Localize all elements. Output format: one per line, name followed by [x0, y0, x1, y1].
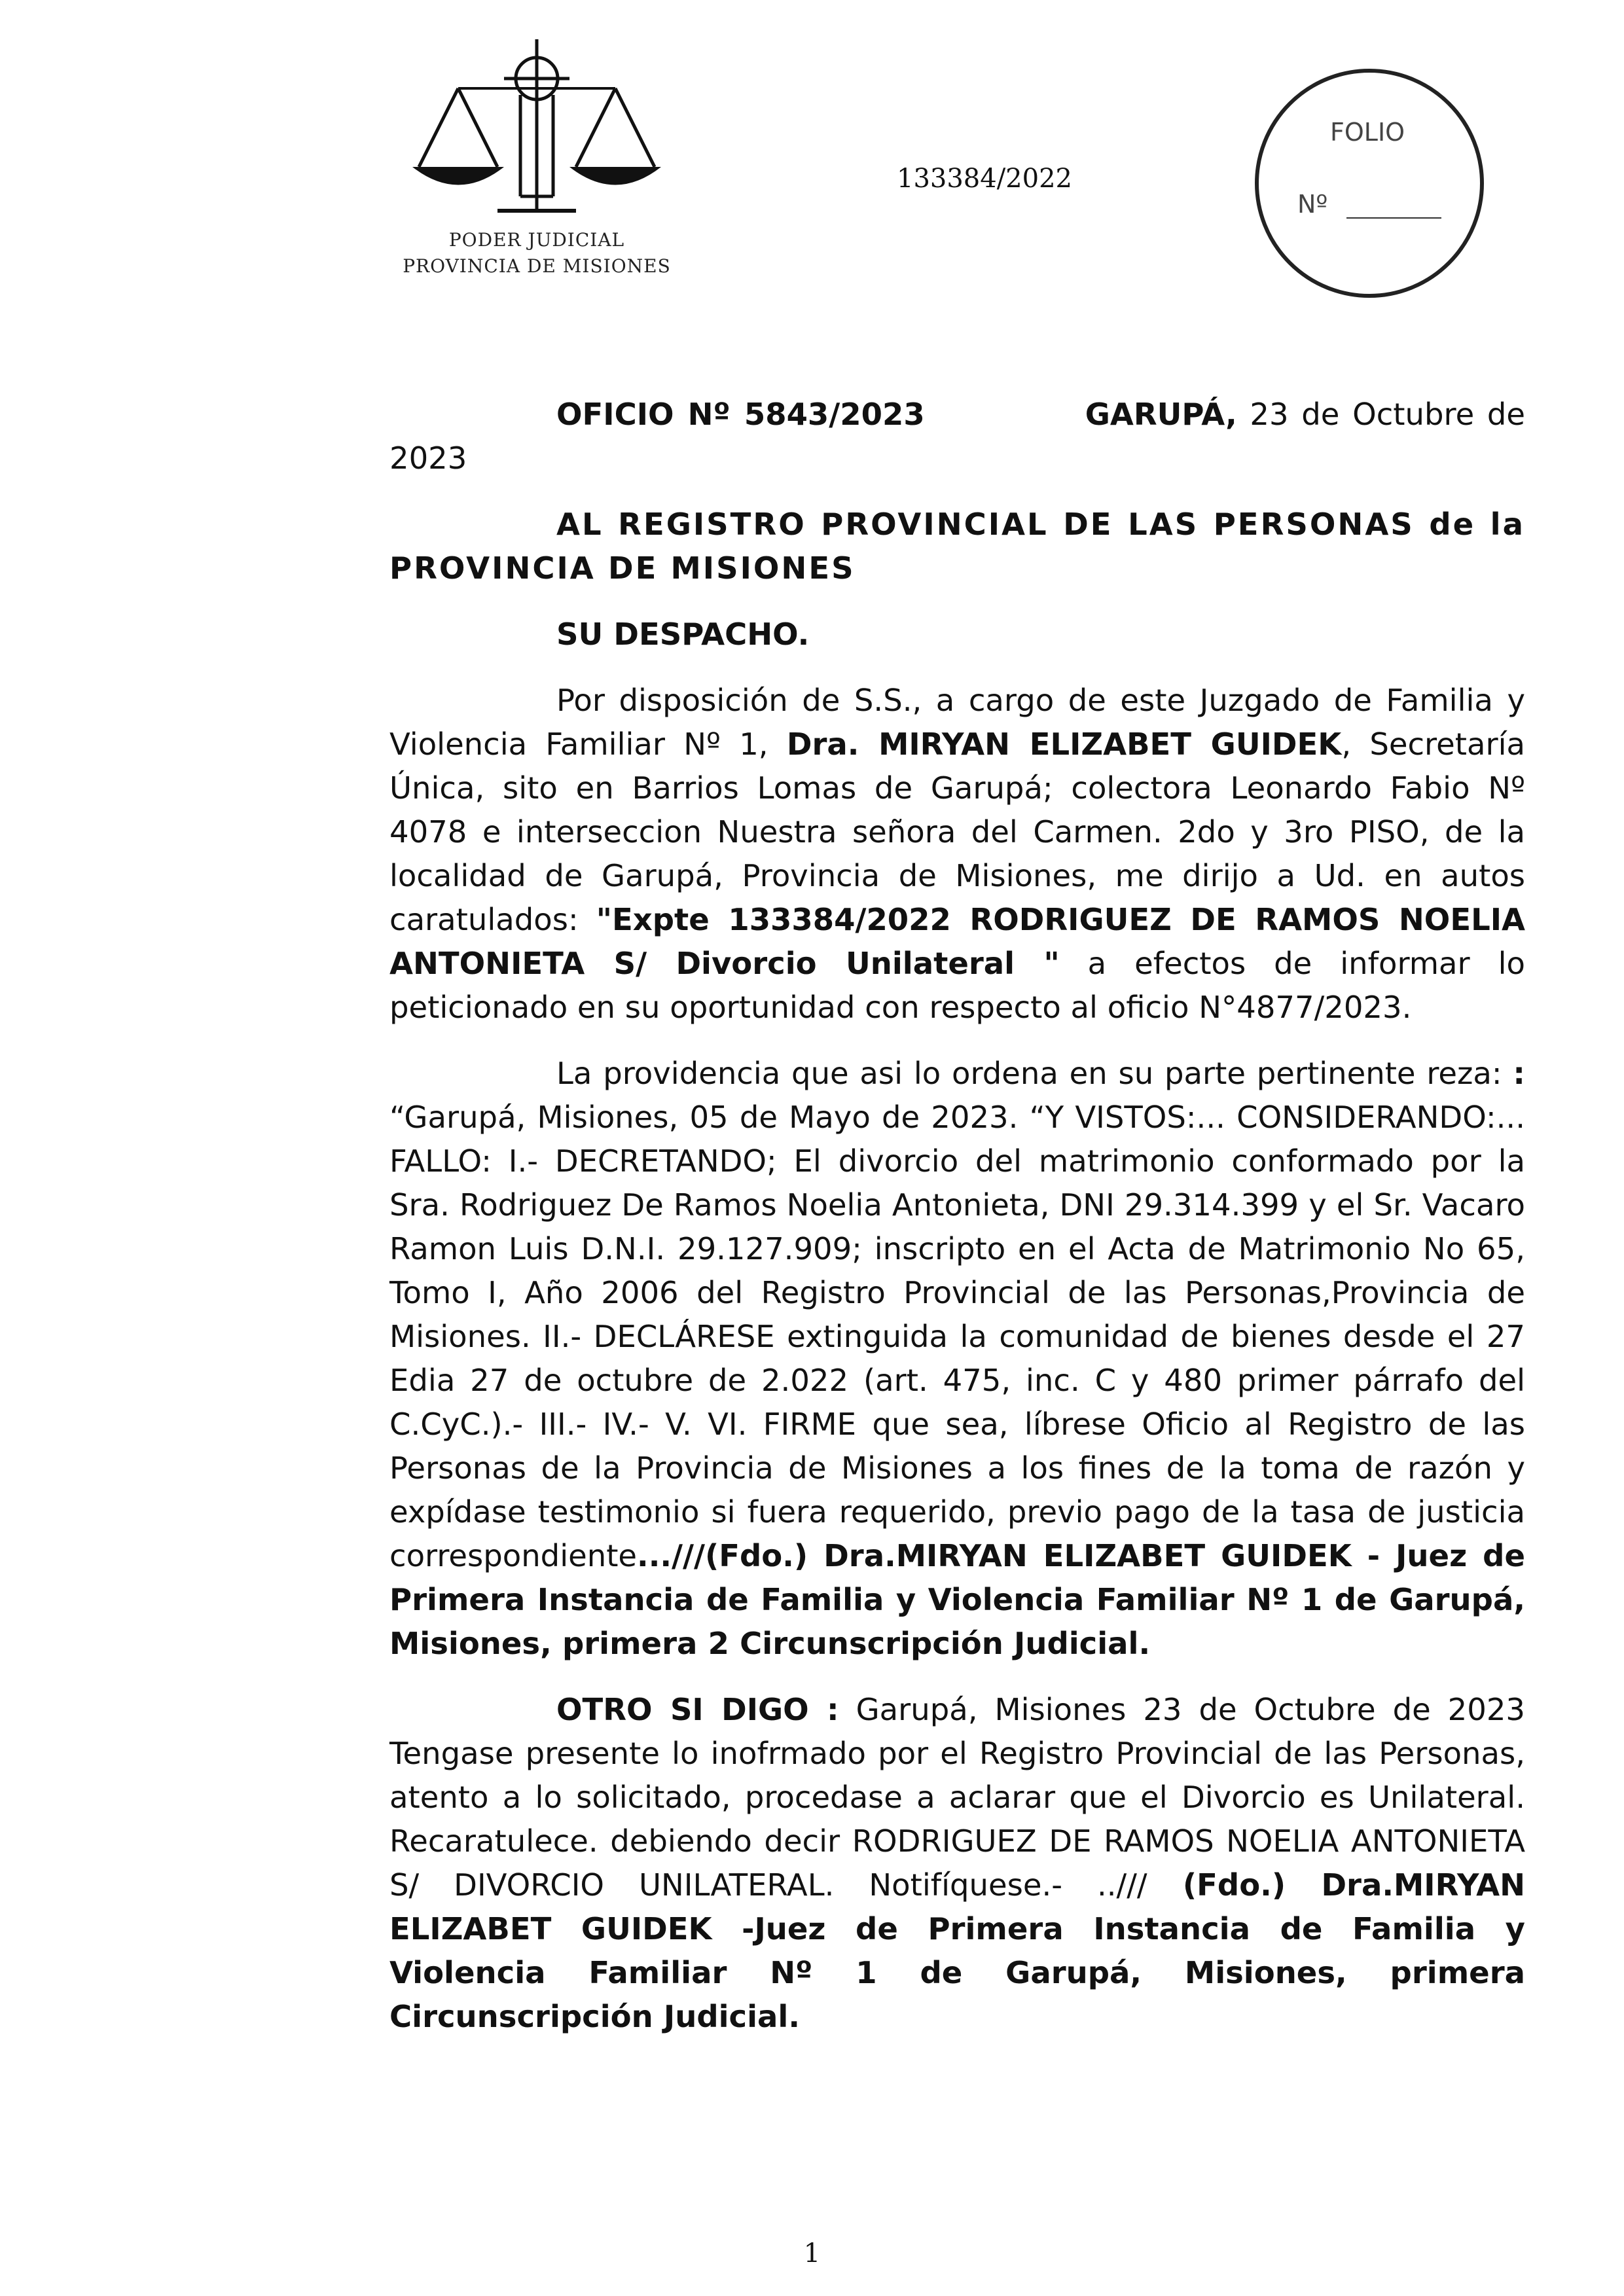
oficio-number: OFICIO Nº 5843/2023 — [556, 397, 925, 432]
paragraph2-colon: : — [1513, 1056, 1525, 1091]
expediente-number: 133384/2022 — [897, 164, 1072, 194]
oficio-heading — [389, 393, 1525, 480]
folio-stamp — [1252, 65, 1487, 301]
paragraph2-signature: ...///(Fdo.) Dra.MIRYAN ELIZABET GUIDEK - Juez de Primera Instancia de Familia y Violencia Familiar Nº 1 de Garupá, Misiones, primera 2 Circunscripción Judicial. — [389, 1538, 1525, 1661]
folio-number-blank — [1346, 217, 1441, 219]
paragraph-disposicion — [389, 679, 1525, 1030]
oficio-place: GARUPÁ, — [1085, 397, 1237, 432]
page-number: 1 — [803, 2238, 821, 2269]
poder-judicial-logo — [399, 39, 674, 301]
logo-text-line2: PROVINCIA DE MISIONES — [403, 255, 671, 277]
folio-number-label: Nº — [1297, 190, 1328, 219]
addressee-line: AL REGISTRO PROVINCIAL DE LAS PERSONAS de la PROVINCIA DE MISIONES — [389, 507, 1525, 586]
paragraph-providencia — [389, 1052, 1525, 1666]
otro-si-digo-label: OTRO SI DIGO : — [556, 1692, 839, 1727]
logo-text-line1: PODER JUDICIAL — [448, 229, 625, 251]
oficio-date: 23 de Octubre de 2023 — [389, 397, 1525, 476]
paragraph2-text2: “Garupá, Misiones, 05 de Mayo de 2023. “Y VISTOS:... CONSIDERANDO:... FALLO: I.- DECRETANDO; El divorcio del matrimonio conformado por la Sra. Rodriguez De Ramos Noelia Antonieta, DNI 29.314.399 y el Sr. Vacaro Ramon Luis D.N.I. 29.127.909; inscripto en el Acta de Matrimonio No 65, Tomo I, Año 2006 del Registro Provincial de las Personas,Provincia de Misiones. II.- DECLÁRESE extinguida la comunidad de bienes desde el 27 Edia 27 de octubre de 2.022 (art. 475, inc. C y 480 primer párrafo del C.CyC.).- III.- IV.- V. VI. FIRME que sea, líbrese Oficio al Registro de las Personas de la Provincia de Misiones a los fines de la toma de razón y expídase testimonio si fuera requerido, previo pago de la tasa de justicia correspondiente — [389, 1100, 1525, 1573]
paragraph3-text1: Garupá, Misiones 23 de Octubre de 2023 Tengase presente lo inofrmado por el Registro Provincial de las Personas, atento a lo solicitado, procedase a aclarar que el Divorcio es Unilateral. Recaratulece. debiendo decir RODRIGUEZ DE RAMOS NOELIA ANTONIETA S/ DIVORCIO UNILATERAL. Notifíquese.- ../// — [389, 1692, 1525, 1903]
judge-name: Dra. MIRYAN ELIZABET GUIDEK — [786, 726, 1342, 762]
paragraph1-text3: a efectos de informar lo peticionado en su oportunidad con respecto al oficio N°4877/2023. — [389, 946, 1525, 1025]
addressee — [389, 503, 1525, 590]
paragraph3-signature: (Fdo.) Dra.MIRYAN ELIZABET GUIDEK -Juez de Primera Instancia de Familia y Violencia Familiar Nº 1 de Garupá, Misiones, primera Circunscripción Judicial. — [389, 1867, 1525, 2034]
case-caption: "Expte 133384/2022 RODRIGUEZ DE RAMOS NOELIA ANTONIETA S/ Divorcio Unilateral " — [389, 902, 1525, 981]
folio-circle-icon — [1252, 65, 1487, 301]
paragraph2-text1: La providencia que asi lo ordena en su parte pertinente reza: — [556, 1056, 1513, 1091]
paragraph1-text1: Por disposición de S.S., a cargo de este Juzgado de Familia y Violencia Familiar Nº 1, — [389, 683, 1525, 762]
despacho — [389, 613, 1525, 656]
folio-label: FOLIO — [1330, 118, 1405, 147]
despacho-text: SU DESPACHO. — [556, 617, 810, 652]
document-body — [389, 393, 1525, 2039]
scales-of-justice-icon — [399, 39, 674, 229]
paragraph-otro-si-digo — [389, 1688, 1525, 2039]
paragraph1-text2: , Secretaría Única, sito en Barrios Lomas de Garupá; colectora Leonardo Fabio Nº 4078 e interseccion Nuestra señora del Carmen. 2do y 3ro PISO, de la localidad de Garupá, Provincia de Misiones, me dirijo a Ud. en autos caratulados: — [389, 726, 1525, 937]
